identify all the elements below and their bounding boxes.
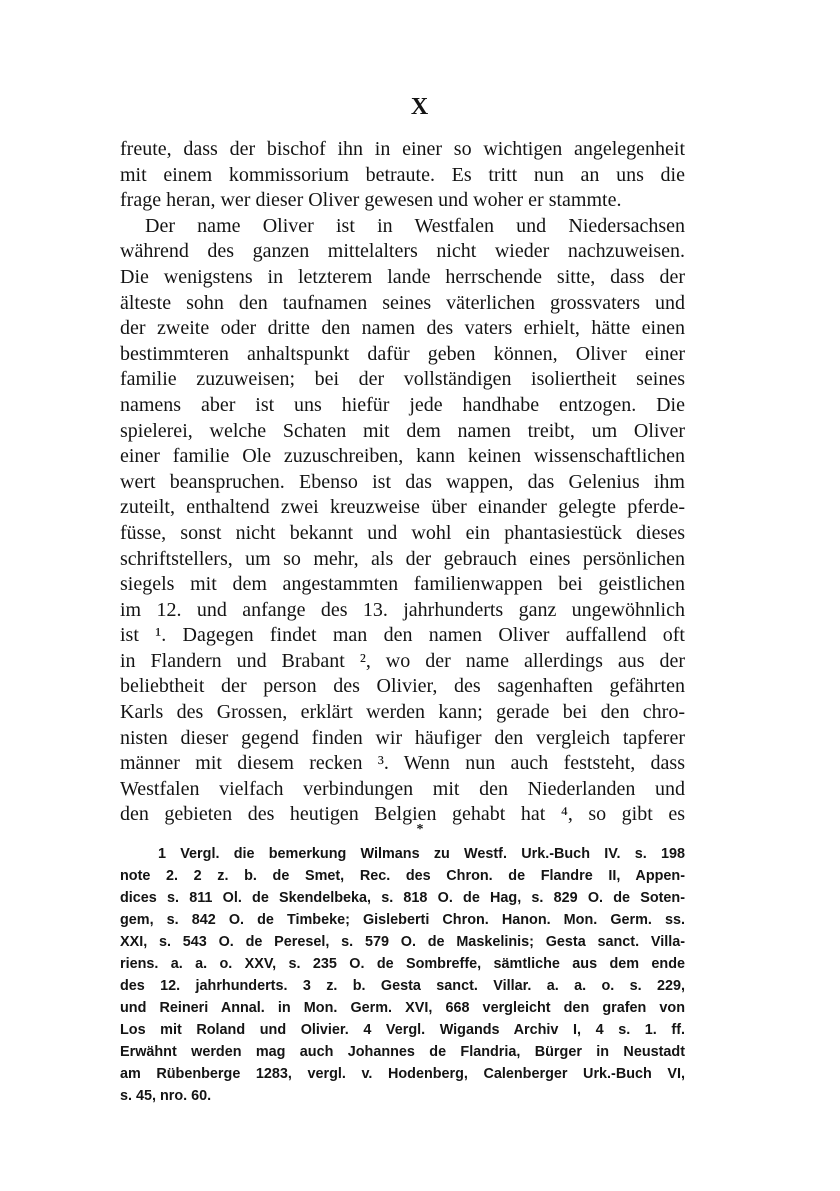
body-line: einer familie Ole zuzuschreiben, kann keinen wissenschaftlichen (120, 445, 685, 468)
body-line: spielerei, welche Schaten mit dem namen treibt, um Oliver (120, 419, 685, 442)
body-line: namens aber ist uns hiefür jede handhabe entzogen. Die (120, 393, 685, 416)
body-line: wert beanspruchen. Ebenso ist das wappen, das Gelenius ihm (120, 470, 685, 493)
body-line: in Flandern und Brabant ², wo der name allerdings aus der (120, 649, 685, 672)
body-line: zuteilt, enthaltend zwei kreuzweise über einander gelegte pferde- (120, 496, 685, 519)
body-line: Die wenigstens in letzterem lande herrschende sitte, dass der (120, 265, 685, 288)
body-line: familie zuzuweisen; bei der vollständigen isoliertheit seines (120, 368, 685, 391)
footnote-line: Erwähnt werden mag auch Johannes de Flandria, Bürger in Neustadt (120, 1044, 685, 1060)
body-line: männer mit diesem recken ³. Wenn nun auch feststeht, dass (120, 752, 685, 775)
body-text (120, 137, 685, 828)
footnote-line: riens. a. a. o. XXV, s. 235 O. de Sombreffe, sämtliche aus dem ende (120, 956, 685, 972)
footnote-line: XXI, s. 543 O. de Peresel, s. 579 O. de Maskelinis; Gesta sanct. Villa- (120, 934, 685, 950)
body-line: älteste sohn den taufnamen seines väterlichen grossvaters und (120, 291, 685, 314)
body-line: frage heran, wer dieser Oliver gewesen und woher er stammte. (120, 189, 622, 212)
footnote-line: dices s. 811 Ol. de Skendelbeka, s. 818 O. de Hag, s. 829 O. de Soten- (120, 890, 685, 906)
body-line: Karls des Grossen, erklärt werden kann; gerade bei den chro- (120, 701, 685, 724)
footnote-line: Los mit Roland und Olivier. 4 Vergl. Wigands Archiv I, 4 s. 1. ff. (120, 1022, 685, 1038)
footnote-line: gem, s. 842 O. de Timbeke; Gisleberti Chron. Hanon. Mon. Germ. ss. (120, 912, 685, 928)
footnote-line: am Rübenberge 1283, vergl. v. Hodenberg, Calenberger Urk.-Buch VI, (120, 1066, 685, 1082)
footnote-line: und Reineri Annal. in Mon. Germ. XVI, 668 vergleicht den grafen von (120, 1000, 685, 1016)
body-line: mit einem kommissorium betraute. Es tritt nun an uns die (120, 163, 685, 186)
body-line: bestimmteren anhaltspunkt dafür geben können, Oliver einer (120, 342, 685, 365)
body-line: im 12. und anfange des 13. jahrhunderts ganz ungewöhnlich (120, 598, 685, 621)
footnote-line: 1 Vergl. die bemerkung Wilmans zu Westf. Urk.-Buch IV. s. 198 (158, 846, 685, 862)
footnote-line: note 2. 2 z. b. de Smet, Rec. des Chron. de Flandre II, Appen- (120, 868, 685, 884)
body-line: während des ganzen mittelalters nicht wieder nachzuweisen. (120, 240, 685, 263)
body-line: siegels mit dem angestammten familienwappen bei geistlichen (120, 573, 685, 596)
body-line: freute, dass der bischof ihn in einer so wichtigen angelegenheit (120, 138, 685, 160)
footnote-line: des 12. jahrhunderts. 3 z. b. Gesta sanct. Villar. a. a. o. s. 229, (120, 978, 685, 994)
body-line: nisten dieser gegend finden wir häufiger den vergleich tapferer (120, 726, 685, 749)
body-line: Westfalen vielfach verbindungen mit den Niederlanden und (120, 777, 685, 800)
footnote-line: s. 45, nro. 60. (120, 1088, 212, 1104)
body-line: beliebtheit der person des Olivier, des sagenhaften gefährten (120, 675, 685, 698)
body-line: der zweite oder dritte den namen des vaters erhielt, hätte einen (120, 317, 685, 340)
body-line: ist ¹. Dagegen findet man den namen Oliver auffallend oft (120, 624, 685, 647)
footnotes (120, 843, 685, 1107)
body-line: Der name Oliver ist in Westfalen und Niedersachsen (145, 214, 685, 237)
body-line: den gebieten des heutigen Belgien gehabt hat ⁴, so gibt es (120, 803, 685, 826)
page-number: X (410, 94, 430, 120)
footnote-separator: * (416, 822, 424, 837)
body-line: schriftstellers, um so mehr, als der gebrauch eines persönlichen (120, 547, 685, 570)
body-line: füsse, sonst nicht bekannt und wohl ein phantasiestück dieses (120, 521, 685, 544)
